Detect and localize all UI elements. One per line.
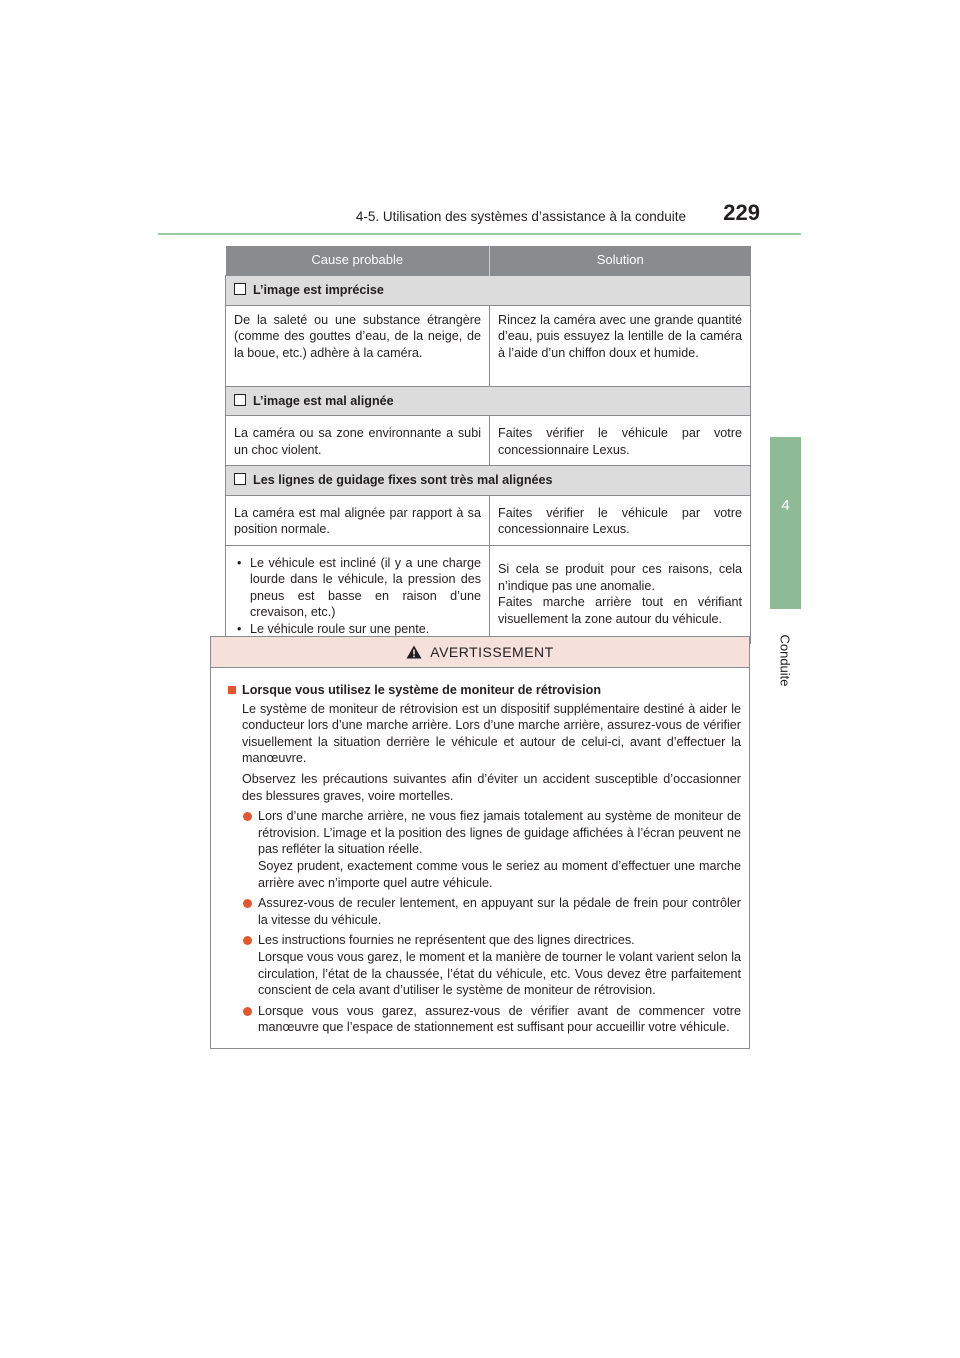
chapter-number: 4 <box>781 497 790 514</box>
solution-line: Faites marche arrière tout en vérifiant visuellement la zone autour du véhicule. <box>498 595 742 626</box>
cause-cell: La caméra est mal alignée par rapport à sa position normale. <box>226 495 490 545</box>
cause-cell: De la saleté ou une substance étrangère (comme des gouttes d’eau, de la neige, de la boue, etc.) adhère à la caméra. <box>226 305 490 386</box>
section-title-cell <box>226 466 751 496</box>
warning-heading-text: Lorsque vous utilisez le système de moniteur de rétrovision <box>242 683 602 697</box>
section-title-cell <box>226 386 751 416</box>
table-row <box>226 545 751 644</box>
chapter-label <box>760 620 810 700</box>
warning-heading <box>228 682 741 699</box>
dot-bullet-icon <box>243 936 252 945</box>
section-title-cell <box>226 276 751 306</box>
warning-item <box>228 1003 741 1036</box>
dot-bullet-icon <box>243 1007 252 1016</box>
table-row <box>226 416 751 466</box>
section-row <box>226 276 751 306</box>
cause-cell: La caméra ou sa zone environnante a subi un choc violent. <box>226 416 490 466</box>
warning-item <box>228 932 741 998</box>
solution-line: Si cela se produit pour ces raisons, cela n’indique pas une anomalie. <box>498 562 742 593</box>
warning-item-line: Soyez prudent, exactement comme vous le seriez au moment d’effectuer une marche arrière avec n’importe quel autre véhicule. <box>258 858 741 890</box>
column-header-cause: Cause probable <box>226 246 490 276</box>
cause-bullet-list <box>234 555 481 638</box>
solution-cell: Faites vérifier le véhicule par votre concessionnaire Lexus. <box>490 416 751 466</box>
cause-bullet: • Le véhicule roule sur une pente. <box>234 621 481 638</box>
table-header-row <box>226 246 751 276</box>
section-title: L’image est imprécise <box>253 283 384 297</box>
solution-cell: Rincez la caméra avec une grande quantité d’eau, puis essuyez la lentille de la caméra à l’aide d’un chiffon doux et humide. <box>490 305 751 386</box>
chapter-tab <box>770 437 801 609</box>
warning-item <box>228 808 741 891</box>
dot-bullet-icon <box>243 812 252 821</box>
section-title: 4-5. Utilisation des systèmes d’assistance à la conduite <box>355 209 686 224</box>
page-number: 229 <box>723 200 760 225</box>
warning-body <box>211 668 749 1036</box>
warning-item-line: Lorsque vous vous garez, le moment et la manière de tourner le volant varient selon la circulation, l’état de la chaussée, l’état du véhicule, etc. Vous devez être parfaitement conscient de cela avant d’utiliser le système de moniteur de rétrovision. <box>258 949 741 998</box>
warning-paragraph: Le système de moniteur de rétrovision est un dispositif supplémentaire destiné à aider le conducteur lors d’une marche arrière. Lors d’une marche arrière, assurez-vous de vérifier visuellement la situation derrière le véhicule et autour de celui-ci, avant d’effectuer la manœuvre. <box>242 701 741 766</box>
square-bullet-icon <box>228 686 236 694</box>
warning-item-line: Lors d’une marche arrière, ne vous fiez jamais totalement au système de moniteur de rétrovision. L’image et la position des lignes de guidage affichées à l’écran peuvent ne pas refléter la situation réelle. <box>258 809 741 857</box>
warning-item <box>228 895 741 928</box>
section-row <box>226 386 751 416</box>
warning-title: AVERTISSEMENT <box>430 644 554 660</box>
chapter-label-text: Conduite <box>777 633 793 687</box>
troubleshooting-table <box>225 246 751 644</box>
cause-cell <box>226 545 490 644</box>
section-row <box>226 466 751 496</box>
checkbox-icon <box>234 394 246 406</box>
warning-box <box>210 636 750 1049</box>
warning-item-line: Assurez-vous de reculer lentement, en appuyant sur la pédale de frein pour contrôler la vitesse du véhicule. <box>258 896 741 927</box>
warning-paragraph: Observez les précautions suivantes afin d’éviter un accident susceptible d’occasionner des blessures graves, voire mortelles. <box>242 771 741 803</box>
cause-bullet: • Le véhicule est incliné (il y a une charge lourde dans le véhicule, la pression des pneus est basse en raison d’une crevaison, etc.) <box>234 555 481 621</box>
warning-header <box>211 637 749 668</box>
warning-item-line: Lorsque vous vous garez, assurez-vous de vérifier avant de commencer votre manœuvre que l’espace de stationnement est suffisant pour accueillir votre véhicule. <box>258 1003 741 1035</box>
checkbox-icon <box>234 283 246 295</box>
column-header-solution: Solution <box>490 246 751 276</box>
solution-cell <box>490 545 751 644</box>
warning-item-line: Les instructions fournies ne représentent que des lignes directrices. <box>258 933 635 948</box>
dot-bullet-icon <box>243 899 252 908</box>
checkbox-icon <box>234 473 246 485</box>
solution-cell: Faites vérifier le véhicule par votre concessionnaire Lexus. <box>490 495 751 545</box>
section-title: Les lignes de guidage fixes sont très mal alignées <box>253 473 553 487</box>
warning-triangle-icon <box>406 645 422 659</box>
header-rule <box>158 233 801 235</box>
table-row <box>226 495 751 545</box>
section-title: L’image est mal alignée <box>253 393 394 408</box>
table-row <box>226 305 751 386</box>
